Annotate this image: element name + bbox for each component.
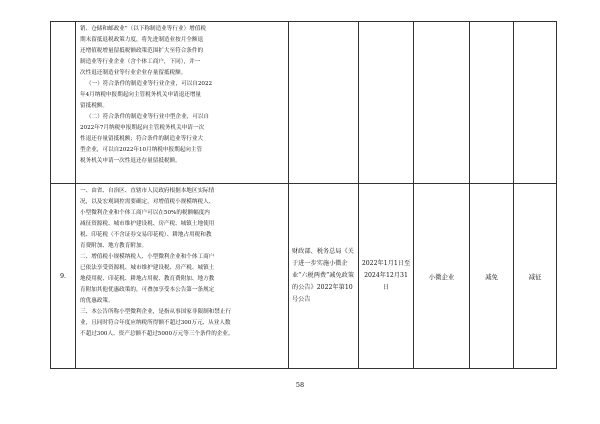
policy-basis-cell: 财政部、税务总局《关于进一步实施小微企业“六税两费”减免政策的公告》2022年第10号公告 [289,184,359,369]
content-line: 性退还存量留抵税额；符合条件的制造业等行业大 [80,136,204,142]
content-line: 二、增值税小规模纳税人、小型微利企业和个体工商户 [80,254,215,260]
content-line: 业，且同时符合年度应纳税所得额不超过300万元、从业人数 [80,320,231,326]
content-line: 销、仓储和邮政业”（以下称制造业等行业）增值税 [80,26,206,32]
method-cell: 减免 [470,184,514,369]
empty-cell [359,22,414,184]
content-line: 税、印花税（不含证券交易印花税）、耕地占用税和教 [80,232,212,238]
content-line: 期末留抵退税政策力度，将先进制造业按月全额退 [80,37,204,43]
policy-content-cell [76,22,289,184]
content-line: 制造业等行业企业（含个体工商户，下同），并一 [80,59,201,65]
content-line: 已依法享受资源税、城市维护建设税、房产税、城镇土 [80,265,215,271]
content-line: （二）符合条件的制造业等行业中型企业，可以自 [86,114,210,120]
validity-period-cell: 2022年1月1日至2024年12月31日 [359,184,414,369]
page-number: 58 [295,381,305,389]
content-line: 三、本公告所称小型微利企业，是指从事国家非限制和禁止行 [80,309,232,315]
content-line: （一）符合条件的制造业等行业企业，可以自2022 [86,81,213,87]
content-line: 还增值税增量留抵税额政策范围扩大至符合条件的 [80,48,204,54]
content-line: 不超过300人、资产总额不超过5000万元等三个条件的企业。 [80,331,234,337]
content-line: 地使用税、印花税、耕地占用税、教育费附加、地方教 [80,276,215,282]
policy-table [50,21,557,369]
content-line: 小型微利企业和个体工商户可以在50%的税额幅度内 [80,210,210,216]
content-line: 2022年7月纳税申报期起向主管税务机关申请一次 [80,125,205,131]
content-line: 一、由省、自治区、直辖市人民政府根据本地区实际情 [80,188,215,194]
content-line: 年4月纳税申报期起向主管税务机关申请退还增量 [80,92,202,98]
empty-cell [514,22,557,184]
table-row [51,184,557,369]
content-line: 次性退还制造业等行业企业存量留抵税额。 [80,70,187,76]
empty-cell [470,22,514,184]
row-number-cell [51,22,76,184]
category-cell: 减征 [514,184,557,369]
content-line: 育费附加、地方教育附加。 [80,243,148,249]
content-line: 型企业，可以自2022年10月纳税申报期起向主管 [80,147,203,153]
row-number-cell: 9. [51,184,76,369]
policy-content-cell [76,184,289,369]
empty-cell [414,22,470,184]
content-line: 留抵税额。 [80,103,108,109]
content-line: 育附加其他优惠政策的，可叠加享受本公告第一条规定 [80,287,215,293]
table-row [51,22,557,184]
empty-cell [289,22,359,184]
content-line: 的优惠政策。 [80,298,114,304]
content-line: 税务机关申请一次性退还存量留抵税额。 [80,158,181,164]
target-cell: 小微企业 [414,184,470,369]
content-line: 况，以及宏观调控需要确定，对增值税小规模纳税人、 [80,199,215,205]
content-line: 减征资源税、城市维护建设税、房产税、城镇土地使用 [80,221,215,227]
